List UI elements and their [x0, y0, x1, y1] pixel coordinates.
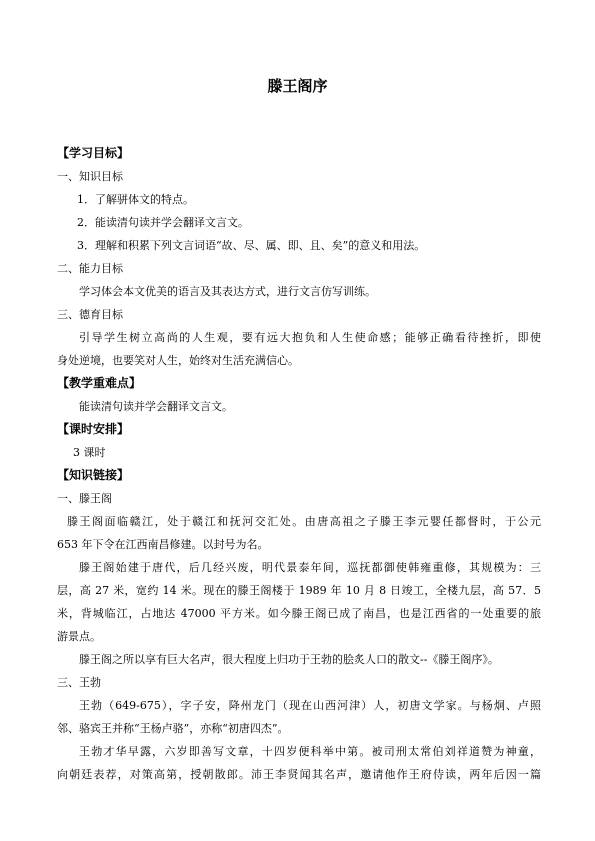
- wangbo-text-line: 邻、骆宾王并称“王杨卢骆”，亦称“初唐四杰”。: [57, 722, 289, 735]
- document-body: [57, 142, 541, 786]
- pavilion-text-line: 653 年下令在江西南昌修建。以封号为名。: [57, 538, 269, 551]
- pavilion-text-line: 滕王阁之所以享有巨大名声，很大程度上归功于王勃的脍炙人口的散文--《滕王阁序》。: [79, 653, 499, 666]
- ability-heading: 二、能力目标: [57, 262, 123, 275]
- knowledge-heading: 一、知识目标: [57, 170, 123, 183]
- schedule-text: 3 课时: [73, 446, 106, 459]
- pavilion-text-line: 米，背城临江，占地达 47000 平方米。如今滕王阁已成了南昌，也是江西省的一处重要的旅: [57, 607, 541, 620]
- list-item: 3．理解和积累下列文言词语“故、尽、属、即、且、矣”的意义和用法。: [77, 239, 426, 252]
- objectives-heading: 【学习目标】: [57, 146, 130, 160]
- key-points-heading: 【教学重难点】: [57, 376, 142, 390]
- pavilion-text-line: 滕王阁面临赣江，处于赣江和抚河交汇处。由唐高祖之子滕王李元婴任都督时，于公元: [67, 515, 541, 528]
- key-points-text: 能读清句读并学会翻译文言文。: [79, 400, 233, 413]
- pavilion-text-line: 游景点。: [57, 630, 101, 643]
- wangbo-text-line: 王勃才华早露，六岁即善写文章，十四岁便科举中第。被司刑太常伯刘祥道赞为神童，: [79, 745, 541, 758]
- moral-heading: 三、德育目标: [57, 308, 123, 321]
- wangbo-text-line: 向朝廷表荐，对策高第，授朝散郎。沛王李贤闻其名声，邀请他作王府侍读，两年后因一篇: [57, 768, 541, 781]
- schedule-heading: 【课时安排】: [57, 422, 130, 436]
- ability-text: 学习体会本文优美的语言及其表达方式，进行文言仿写训练。: [79, 285, 376, 298]
- links-heading: 【知识链接】: [57, 468, 130, 482]
- moral-text-line: 引导学生树立高尚的人生观，要有远大抱负和人生使命感；能够正确看待挫折，即使: [79, 331, 541, 344]
- wangbo-text-line: 王勃（649-675），字子安，降州龙门（现在山西河津）人，初唐文学家。与杨炯、卢照: [79, 699, 541, 712]
- wangbo-heading: 三、王勃: [57, 676, 101, 689]
- moral-text-line: 身处逆境，也要笑对人生，始终对生活充满信心。: [57, 354, 299, 367]
- pavilion-text-line: 层，高 27 米，宽约 14 米。现在的滕王阁楼于 1989 年 10 月 8 日竣工，全楼九层，高 57．5: [57, 584, 541, 597]
- page-title: 滕王阁序: [267, 77, 328, 95]
- list-item: 2．能读清句读并学会翻译文言文。: [77, 216, 249, 229]
- pavilion-text-line: 滕王阁始建于唐代，后几经兴废，明代景泰年间，巡抚都御使韩雍重修，其规模为：三: [79, 561, 541, 574]
- pavilion-heading: 一、滕王阁: [57, 492, 112, 505]
- list-item: 1．了解骈体文的特点。: [77, 193, 194, 206]
